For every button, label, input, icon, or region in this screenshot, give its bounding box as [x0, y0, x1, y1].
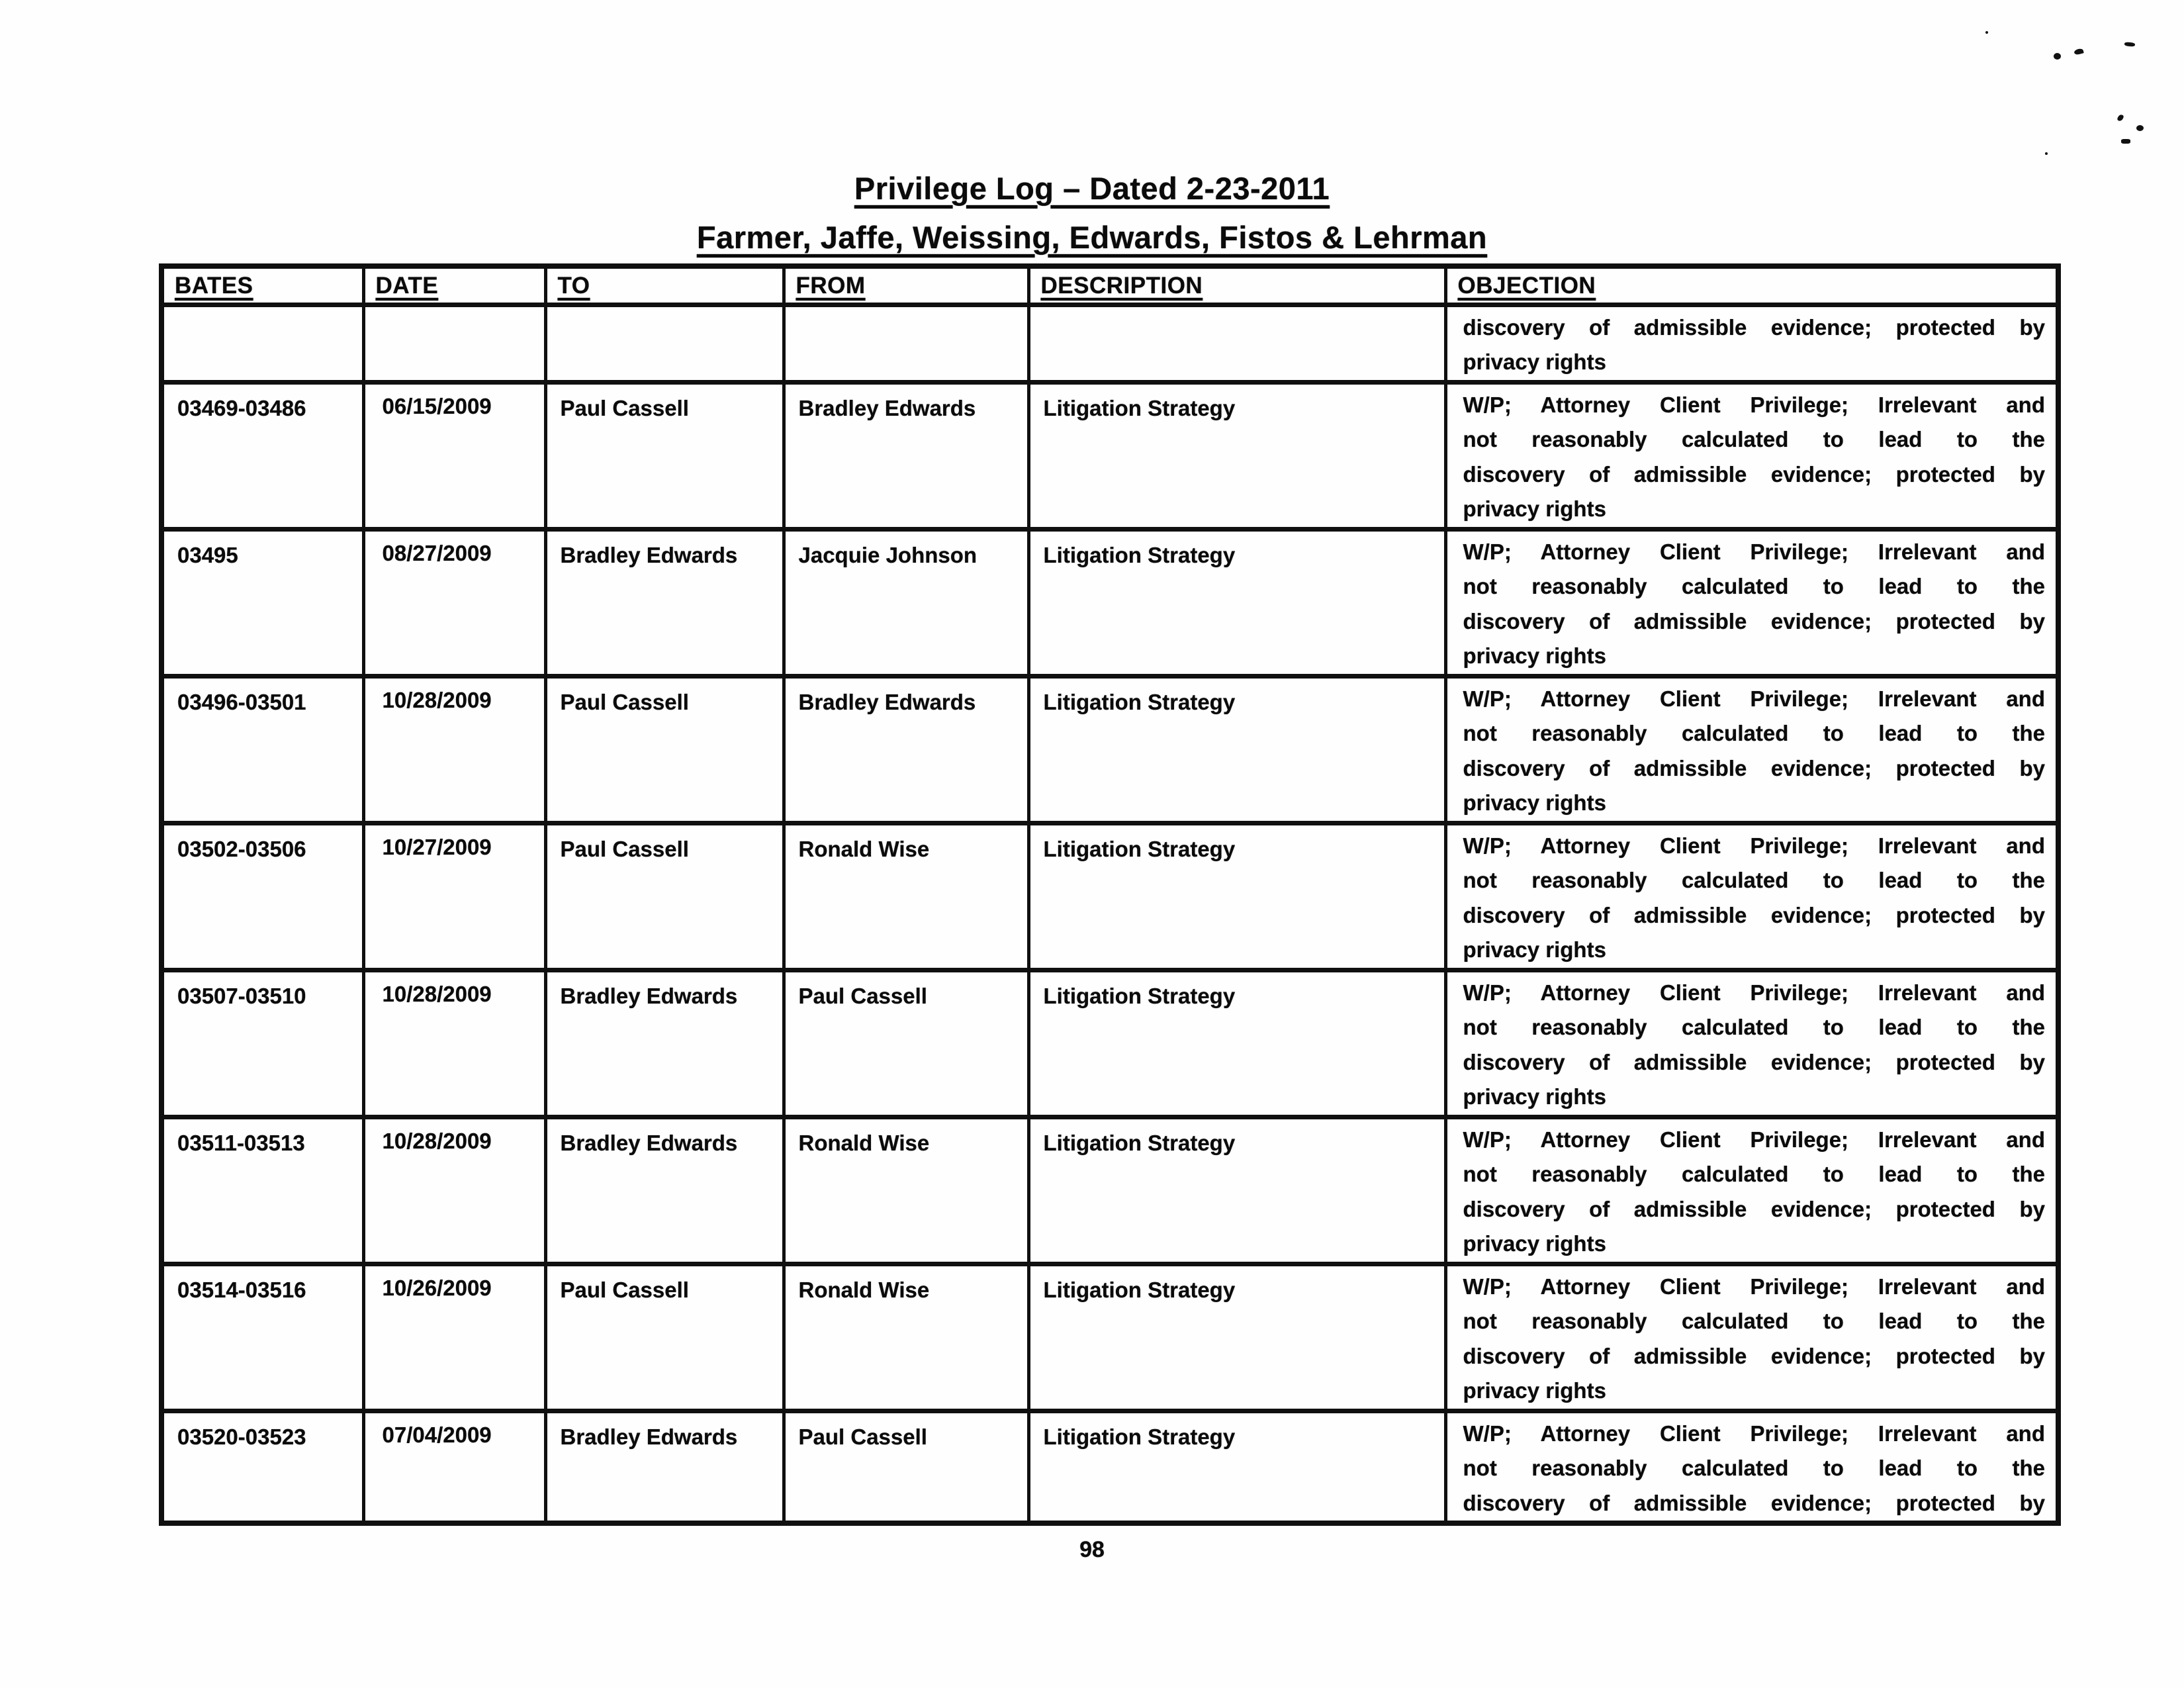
- objection-line: privacy rights: [1463, 937, 1606, 962]
- objection-line: W/P; Attorney Client Privilege; Irrelevant and: [1463, 1127, 2045, 1152]
- cell-objection: [1445, 970, 2058, 1117]
- cell-date: 10/27/2009: [363, 823, 545, 970]
- cell-date: 10/26/2009: [363, 1264, 545, 1411]
- privilege-log-table: [159, 263, 2061, 1526]
- table-row: [161, 382, 2058, 529]
- scan-speck: [2124, 42, 2135, 46]
- cell-from: Jacquie Johnson: [784, 529, 1028, 676]
- objection-line: discovery of admissible evidence; protected by: [1463, 461, 2045, 487]
- page-number: 98: [1079, 1537, 1105, 1562]
- cell-to: Paul Cassell: [545, 382, 784, 529]
- objection-line: discovery of admissible evidence; protected by: [1463, 1343, 2045, 1368]
- table-row: [161, 1117, 2058, 1264]
- cell-bates: 03495: [161, 529, 363, 676]
- column-header-to: TO: [545, 266, 784, 305]
- cell-from: [784, 305, 1028, 382]
- objection-line: W/P; Attorney Client Privilege; Irrelevant and: [1463, 833, 2045, 858]
- objection-line: W/P; Attorney Client Privilege; Irrelevant and: [1463, 686, 2045, 711]
- objection-text: [1463, 1270, 2046, 1409]
- cell-to: Paul Cassell: [545, 823, 784, 970]
- objection-text: [1463, 976, 2046, 1115]
- cell-bates: 03507-03510: [161, 970, 363, 1117]
- cell-description: Litigation Strategy: [1028, 529, 1445, 676]
- cell-description: Litigation Strategy: [1028, 676, 1445, 823]
- objection-text: [1463, 310, 2046, 380]
- table-row: [161, 1264, 2058, 1411]
- cell-objection: [1445, 382, 2058, 529]
- cell-to: Bradley Edwards: [545, 1117, 784, 1264]
- objection-text: [1463, 1417, 2046, 1521]
- cell-to: Bradley Edwards: [545, 970, 784, 1117]
- cell-objection: [1445, 1117, 2058, 1264]
- cell-date: 10/28/2009: [363, 1117, 545, 1264]
- objection-line: privacy rights: [1463, 643, 1606, 668]
- cell-objection: [1445, 529, 2058, 676]
- cell-date: 06/15/2009: [363, 382, 545, 529]
- scan-speck: [2045, 152, 2048, 155]
- table-header-row: [161, 266, 2058, 305]
- cell-bates: 03502-03506: [161, 823, 363, 970]
- column-header-objection: OBJECTION: [1445, 266, 2058, 305]
- column-header-from: FROM: [784, 266, 1028, 305]
- cell-to: Paul Cassell: [545, 676, 784, 823]
- scan-speck: [2073, 48, 2084, 55]
- objection-line: discovery of admissible evidence; protected by: [1463, 902, 2045, 927]
- objection-line: privacy rights: [1463, 496, 1606, 521]
- objection-text: [1463, 535, 2046, 674]
- cell-objection: [1445, 1264, 2058, 1411]
- cell-from: Ronald Wise: [784, 823, 1028, 970]
- table-row: [161, 529, 2058, 676]
- objection-line: privacy rights: [1463, 1378, 1606, 1403]
- cell-description: Litigation Strategy: [1028, 823, 1445, 970]
- table-row: [161, 970, 2058, 1117]
- objection-line: privacy rights: [1463, 1084, 1606, 1109]
- cell-to: [545, 305, 784, 382]
- cell-bates: 03496-03501: [161, 676, 363, 823]
- cell-from: Ronald Wise: [784, 1117, 1028, 1264]
- scan-speck: [2121, 139, 2130, 144]
- document-title: Privilege Log – Dated 2-23-2011: [854, 171, 1330, 206]
- objection-text: [1463, 1123, 2046, 1262]
- cell-description: [1028, 305, 1445, 382]
- cell-date: 10/28/2009: [363, 970, 545, 1117]
- cell-objection: [1445, 823, 2058, 970]
- objection-line: discovery of admissible evidence; protected by: [1463, 1196, 2045, 1221]
- cell-description: Litigation Strategy: [1028, 1411, 1445, 1523]
- cell-description: Litigation Strategy: [1028, 1264, 1445, 1411]
- cell-from: Paul Cassell: [784, 970, 1028, 1117]
- objection-line: discovery of admissible evidence; protected by: [1463, 608, 2045, 633]
- privilege-table-body: [161, 305, 2058, 1523]
- cell-to: Bradley Edwards: [545, 1411, 784, 1523]
- cell-to: Paul Cassell: [545, 1264, 784, 1411]
- cell-date: 07/04/2009: [363, 1411, 545, 1523]
- objection-line: W/P; Attorney Client Privilege; Irrelevant and: [1463, 1421, 2045, 1446]
- cell-objection: [1445, 1411, 2058, 1523]
- objection-line: discovery of admissible evidence; protected by: [1463, 314, 2045, 340]
- objection-line: discovery of admissible evidence; protected by: [1463, 1049, 2045, 1074]
- cell-description: Litigation Strategy: [1028, 382, 1445, 529]
- objection-line: W/P; Attorney Client Privilege; Irrelevant and: [1463, 539, 2045, 564]
- cell-bates: 03520-03523: [161, 1411, 363, 1523]
- objection-line: privacy rights: [1463, 350, 1606, 374]
- objection-line: W/P; Attorney Client Privilege; Irrelevant and: [1463, 392, 2045, 417]
- objection-line: not reasonably calculated to lead to the: [1463, 427, 2045, 451]
- column-header-date: DATE: [363, 266, 545, 305]
- scan-speck: [2054, 53, 2061, 60]
- scan-speck: [2136, 125, 2144, 131]
- objection-line: not reasonably calculated to lead to the: [1463, 574, 2045, 598]
- objection-line: not reasonably calculated to lead to the: [1463, 1162, 2045, 1186]
- column-header-bates: BATES: [161, 266, 363, 305]
- cell-description: Litigation Strategy: [1028, 1117, 1445, 1264]
- objection-line: privacy rights: [1463, 790, 1606, 815]
- cell-from: Bradley Edwards: [784, 382, 1028, 529]
- document-header: [0, 164, 2184, 262]
- cell-date: [363, 305, 545, 382]
- table-row: [161, 1411, 2058, 1523]
- objection-line: not reasonably calculated to lead to the: [1463, 721, 2045, 745]
- objection-line: W/P; Attorney Client Privilege; Irrelevant and: [1463, 980, 2045, 1005]
- objection-line: discovery of admissible evidence; protected by: [1463, 1490, 2045, 1515]
- cell-from: Ronald Wise: [784, 1264, 1028, 1411]
- objection-line: not reasonably calculated to lead to the: [1463, 868, 2045, 892]
- table-row: [161, 676, 2058, 823]
- cell-bates: 03511-03513: [161, 1117, 363, 1264]
- scan-speck: [1985, 31, 1988, 34]
- objection-line: discovery of admissible evidence; protected by: [1463, 755, 2045, 780]
- scan-speck: [2117, 114, 2124, 122]
- column-header-description: DESCRIPTION: [1028, 266, 1445, 305]
- cell-objection: [1445, 305, 2058, 382]
- cell-bates: [161, 305, 363, 382]
- cell-to: Bradley Edwards: [545, 529, 784, 676]
- objection-line: not reasonably calculated to lead to the: [1463, 1309, 2045, 1333]
- cell-from: Paul Cassell: [784, 1411, 1028, 1523]
- objection-line: privacy rights: [1463, 1231, 1606, 1256]
- cell-date: 08/27/2009: [363, 529, 545, 676]
- objection-text: [1463, 682, 2046, 821]
- table-row: [161, 305, 2058, 382]
- table-row: [161, 823, 2058, 970]
- document-subtitle: Farmer, Jaffe, Weissing, Edwards, Fistos & Lehrman: [696, 220, 1488, 255]
- objection-line: not reasonably calculated to lead to the: [1463, 1015, 2045, 1039]
- cell-objection: [1445, 676, 2058, 823]
- cell-from: Bradley Edwards: [784, 676, 1028, 823]
- cell-bates: 03514-03516: [161, 1264, 363, 1411]
- cell-bates: 03469-03486: [161, 382, 363, 529]
- objection-text: [1463, 388, 2046, 527]
- objection-line: W/P; Attorney Client Privilege; Irrelevant and: [1463, 1274, 2045, 1299]
- objection-line: not reasonably calculated to lead to the: [1463, 1456, 2045, 1480]
- objection-text: [1463, 829, 2046, 968]
- cell-description: Litigation Strategy: [1028, 970, 1445, 1117]
- cell-date: 10/28/2009: [363, 676, 545, 823]
